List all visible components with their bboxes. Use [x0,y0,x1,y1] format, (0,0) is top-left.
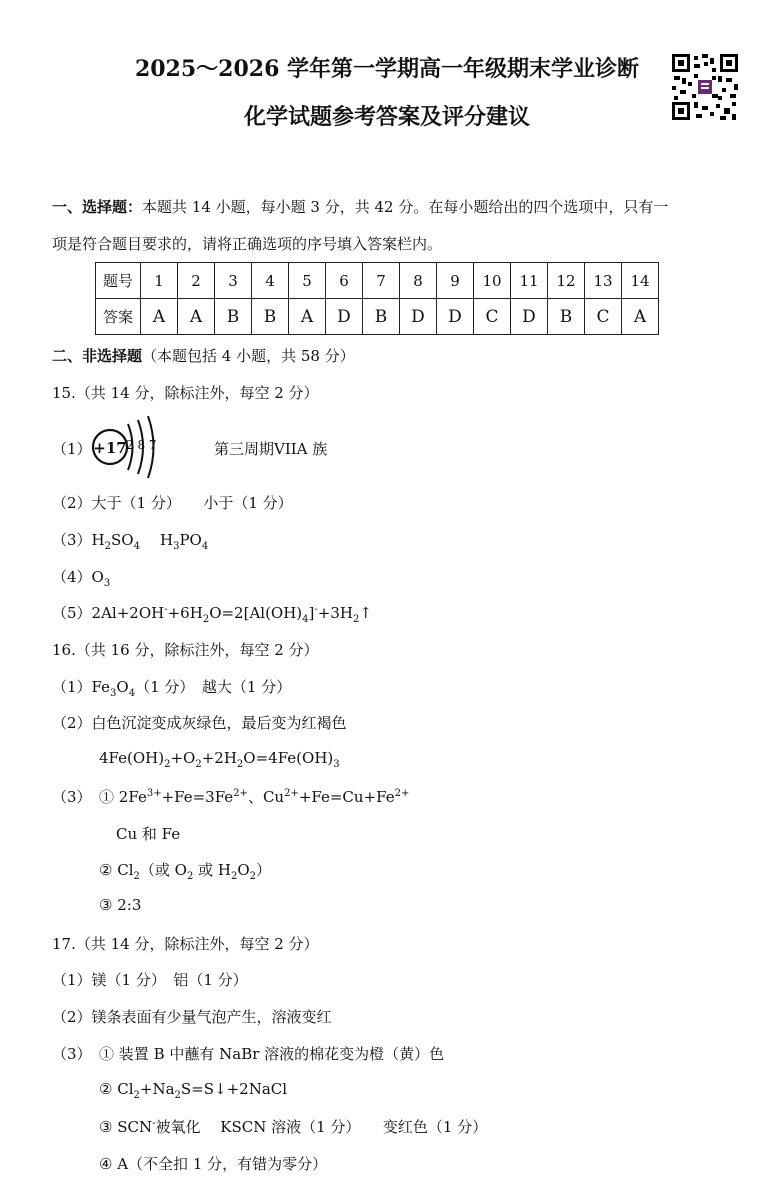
q15-p5 [52,602,372,625]
cell-number: 10 [474,263,511,299]
subscript: 2 [186,871,194,882]
cell-answer: B [548,299,585,335]
subscript: 2 [230,871,238,882]
formula-part: +O [170,749,196,767]
q16-p2-equation [99,749,340,770]
q16-p3-line2: Cu 和 Fe [116,825,181,843]
q16-p3-2 [99,859,271,882]
q16-p3-1 [52,786,409,807]
formula-part: O=4Fe(OH) [243,749,334,767]
subscript: 4 [201,541,209,552]
q17-head: 17.（共 14 分，除标注外，每空 2 分） [52,935,319,953]
formula-part: O=2[Al(OH) [209,604,303,622]
q16-p3-3: ③ 2:3 [99,896,142,914]
subscript: 3 [103,578,111,589]
doc-title-line1: 2025～2026 学年第一学期高一年级期末学业诊断 [134,56,640,82]
subscript: 2 [164,759,171,770]
superscript: - [164,604,168,615]
subscript: 2 [236,759,244,770]
superscript: - [152,1118,156,1129]
subscript: 2 [195,759,202,770]
section2-heading: 二、非选择题 [52,347,143,365]
cell-answer: B [363,299,400,335]
q17-p2: （2）镁条表面有少量气泡产生，溶液变红 [52,1008,332,1026]
doc-title-line2: 化学试题参考答案及评分建议 [243,104,530,130]
subscript: 3 [110,688,117,699]
q15-p1-text: 第三周期VIIA 族 [214,440,328,458]
formula-part: （4）O [52,568,104,586]
section1-desc2: 项是符合题目要求的，请将正确选项的序号填入答案栏内。 [52,235,443,253]
formula-part: 或 H [193,861,231,879]
formula-part: ③ SCN [99,1118,153,1136]
formula-part: H [91,531,105,549]
formula-part: SO [111,531,134,549]
cell-number: 6 [326,263,363,299]
section2-line [52,345,355,366]
cell-number: 8 [400,263,437,299]
formula-part: （5）2Al+2OH [52,604,165,622]
cell-number: 13 [585,263,622,299]
formula-part: （1 分） 越大（1 分） [135,678,292,696]
cell-number: 5 [289,263,326,299]
cell-number: 12 [548,263,585,299]
qr-code-icon[interactable] [672,54,738,120]
superscript: 2+ [284,788,299,799]
formula-part: （1）Fe [52,678,111,696]
formula-part: 4Fe(OH) [99,749,165,767]
superscript: 2+ [394,788,410,799]
subscript: 4 [128,688,136,699]
formula-part: +6H [167,604,203,622]
cell-answer: A [622,299,659,335]
formula-part: O [237,861,250,879]
formula-part: +3H [317,604,353,622]
superscript: 2+ [233,788,248,799]
q17-p3-3 [99,1116,487,1137]
shell-electron-counts: 2 8 7 [126,438,157,452]
cell-answer: A [289,299,326,335]
superscript: - [314,604,318,615]
section1-desc1: 本题共 14 小题，每小题 3 分，共 42 分。在每小题给出的四个选项中，只有一 [142,198,669,216]
cell-number: 14 [622,263,659,299]
formula-part: S=S↓+2NaCl [180,1080,288,1098]
q15-p3 [52,529,208,552]
formula-part: +Fe=Cu+Fe [298,788,395,806]
subscript: 3 [173,541,180,552]
row-label-answer: 答案 [96,299,141,335]
formula-part: +2H [201,749,237,767]
row-label-number: 题号 [96,263,141,299]
cell-answer: D [437,299,474,335]
q16-p2: （2）白色沉淀变成灰绿色，最后变为红褐色 [52,714,347,732]
cell-answer: C [585,299,622,335]
formula-part: PO [179,531,202,549]
subscript: 2 [249,871,257,882]
cell-answer: D [400,299,437,335]
cell-number: 1 [141,263,178,299]
cell-answer: A [141,299,178,335]
subscript: 2 [133,871,140,882]
subscript: 3 [333,759,340,770]
cell-answer: B [252,299,289,335]
cell-answer: D [326,299,363,335]
cell-number: 2 [178,263,215,299]
formula-part: H [159,531,174,549]
q16-p1 [52,676,291,699]
answer-table-number-row [96,263,659,299]
q16-head: 16.（共 16 分，除标注外，每空 2 分） [52,641,319,659]
q15-p4 [52,566,110,589]
formula-part: 、Cu [247,788,285,806]
formula-part: （3） ① 2Fe [52,788,147,806]
subscript: 4 [133,541,140,552]
q15-p3-label: （3） [52,531,92,549]
subscript: 2 [133,1090,140,1101]
cell-answer: C [474,299,511,335]
q17-p1: （1）镁（1 分） 铝（1 分） [52,971,248,989]
section1-heading: 一、选择题： [52,198,143,216]
formula-part: +Na [139,1080,175,1098]
formula-part: ↑ [359,604,372,622]
cell-answer: B [215,299,252,335]
nucleus-charge: +17 [93,439,127,457]
q15-p2: （2）大于（1 分） 小于（1 分） [52,494,293,512]
formula-part: ② Cl [99,1080,134,1098]
formula-part: ] [308,604,315,622]
q17-p3-4: ④ A（不全扣 1 分，有错为零分） [99,1155,328,1173]
subscript: 2 [174,1090,181,1101]
cell-number: 4 [252,263,289,299]
formula-part: ） [256,861,272,879]
answer-table-answer-row [96,299,659,335]
answer-table [95,262,659,335]
cell-number: 3 [215,263,252,299]
q15-p1-label: （1） [52,440,92,458]
subscript: 2 [104,541,112,552]
cell-number: 11 [511,263,548,299]
q17-p3-2 [99,1080,287,1101]
superscript: 3+ [146,788,162,799]
section1-line1 [52,196,668,217]
cell-number: 7 [363,263,400,299]
chlorine-atom-structure-diagram [90,416,190,482]
subscript: 4 [302,614,309,625]
cell-answer: D [511,299,548,335]
formula-part: +Fe=3Fe [161,788,234,806]
formula-part: （或 O [139,861,187,879]
formula-part: ② Cl [99,861,134,879]
formula-part: O [116,678,129,696]
cell-answer: A [178,299,215,335]
formula-part: 被氧化 KSCN 溶液（1 分） 变红色（1 分） [155,1118,488,1136]
subscript: 2 [202,614,210,625]
cell-number: 9 [437,263,474,299]
section2-desc: （本题包括 4 小题，共 58 分） [142,347,355,365]
q17-p3-1: （3） ① 装置 B 中蘸有 NaBr 溶液的棉花变为橙（黄）色 [52,1045,445,1063]
subscript: 2 [353,614,360,625]
q15-head: 15.（共 14 分，除标注外，每空 2 分） [52,384,319,402]
